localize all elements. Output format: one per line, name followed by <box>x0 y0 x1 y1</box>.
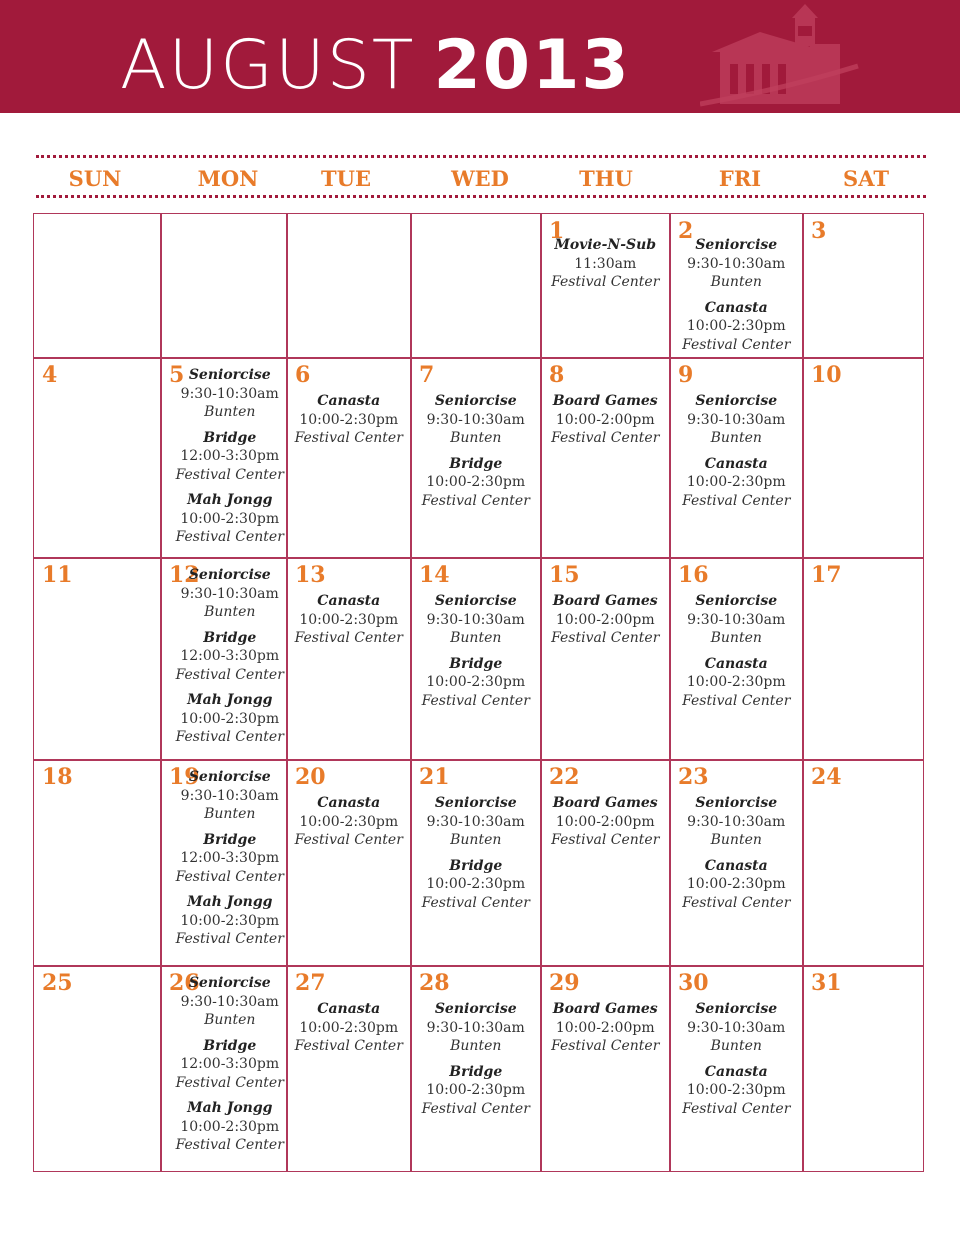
event-item <box>287 392 411 448</box>
event-list <box>411 1000 541 1125</box>
event-time: 9:30-10:30am <box>426 611 525 628</box>
event-list <box>541 592 670 655</box>
event-item <box>173 974 287 1030</box>
day-cell <box>802 357 924 559</box>
event-item <box>670 392 803 448</box>
day-number: 6 <box>295 362 311 388</box>
day-number: 4 <box>42 362 58 388</box>
event-time: 9:30-10:30am <box>687 255 786 272</box>
event-item <box>541 236 670 292</box>
day-cell <box>540 759 671 967</box>
event-time: 10:00-2:30pm <box>180 710 280 727</box>
event-time: 10:00-2:30pm <box>426 674 526 690</box>
event-time: 10:00-2:30pm <box>686 318 786 334</box>
day-cell <box>160 965 288 1172</box>
event-list <box>670 392 803 517</box>
weekday-fri: FRI <box>718 166 762 191</box>
event-name: Board Games <box>552 393 658 409</box>
day-cell <box>286 213 412 359</box>
day-number: 7 <box>419 362 435 388</box>
event-time: 10:00-2:30pm <box>180 1118 280 1135</box>
weekday-mon: MON <box>197 166 259 191</box>
event-list <box>287 794 411 857</box>
day-cell <box>540 557 671 761</box>
event-time: 12:00-3:30pm <box>180 1056 280 1072</box>
event-item <box>411 655 541 711</box>
day-cell <box>802 759 924 967</box>
day-cell <box>33 557 162 761</box>
event-name: Canasta <box>704 857 768 874</box>
event-location: Festival Center <box>294 1038 403 1054</box>
event-location: Bunten <box>204 806 256 822</box>
event-location: Festival Center <box>551 630 660 646</box>
event-name: Movie-N-Sub <box>554 237 657 253</box>
event-time: 10:00-2:30pm <box>299 813 399 830</box>
event-location: Bunten <box>710 274 762 290</box>
event-name: Mah Jongg <box>187 692 273 708</box>
event-location: Festival Center <box>682 1100 791 1117</box>
divider-bottom <box>36 195 926 198</box>
event-list <box>541 392 670 455</box>
event-list <box>670 592 803 717</box>
event-item <box>541 592 670 648</box>
event-name: Bridge <box>449 1063 503 1080</box>
day-number: 13 <box>295 562 326 588</box>
event-item <box>173 566 287 622</box>
event-location: Bunten <box>710 1038 762 1054</box>
event-name: Seniorcise <box>434 593 517 609</box>
event-time: 9:30-10:30am <box>687 1019 786 1036</box>
event-name: Board Games <box>552 1001 658 1017</box>
day-number: 22 <box>549 764 580 790</box>
event-time: 10:00-2:30pm <box>686 876 786 892</box>
event-time: 11:30am <box>574 255 637 272</box>
day-number: 14 <box>419 562 450 588</box>
day-cell <box>669 557 804 761</box>
event-list <box>161 974 287 1162</box>
weekday-sun: SUN <box>68 166 122 191</box>
event-list <box>161 566 287 754</box>
day-number: 2 <box>678 218 694 244</box>
day-cell <box>286 357 412 559</box>
event-location: Festival Center <box>175 666 284 683</box>
event-list <box>411 392 541 517</box>
day-cell <box>286 965 412 1172</box>
event-time: 10:00-2:30pm <box>180 510 280 527</box>
event-time: 9:30-10:30am <box>687 813 786 830</box>
day-number: 26 <box>169 970 200 996</box>
event-location: Festival Center <box>682 492 791 509</box>
day-cell <box>802 965 924 1172</box>
day-cell <box>802 557 924 761</box>
event-item <box>670 1000 803 1056</box>
event-item <box>411 455 541 511</box>
event-item <box>173 831 287 887</box>
event-item <box>411 1000 541 1056</box>
event-list <box>541 794 670 857</box>
day-cell <box>540 213 671 359</box>
event-location: Bunten <box>450 832 502 848</box>
event-time: 10:00-2:00pm <box>555 611 655 628</box>
event-location: Festival Center <box>175 529 284 545</box>
event-name: Seniorcise <box>695 237 778 253</box>
event-time: 9:30-10:30am <box>687 611 786 628</box>
event-location: Festival Center <box>294 630 403 646</box>
day-cell <box>410 357 542 559</box>
weekday-thu: THU <box>579 166 633 191</box>
event-time: 10:00-2:00pm <box>555 1019 655 1036</box>
divider-top <box>36 155 926 158</box>
day-cell <box>33 213 162 359</box>
event-item <box>287 592 411 648</box>
year-label: 2013 <box>433 26 631 105</box>
event-item <box>670 592 803 648</box>
event-location: Festival Center <box>551 430 660 446</box>
event-name: Canasta <box>317 795 381 811</box>
day-cell <box>160 557 288 761</box>
event-time: 9:30-10:30am <box>180 585 279 602</box>
event-time: 10:00-2:30pm <box>299 1019 399 1036</box>
event-time: 9:30-10:30am <box>426 411 525 428</box>
event-item <box>173 1099 287 1155</box>
day-number: 18 <box>42 764 73 790</box>
event-time: 10:00-2:00pm <box>555 813 655 830</box>
day-cell <box>540 357 671 559</box>
event-name: Bridge <box>203 1037 257 1054</box>
event-list <box>161 768 287 956</box>
event-time: 10:00-2:30pm <box>426 876 526 892</box>
event-location: Festival Center <box>682 692 791 709</box>
event-time: 10:00-2:30pm <box>299 611 399 628</box>
event-item <box>670 455 803 511</box>
event-item <box>670 655 803 711</box>
event-name: Seniorcise <box>434 393 517 409</box>
day-cell <box>160 357 288 559</box>
building-logo <box>700 4 860 112</box>
event-name: Bridge <box>449 857 503 874</box>
event-list <box>670 1000 803 1125</box>
event-list <box>670 794 803 919</box>
day-number: 1 <box>549 218 565 244</box>
event-name: Seniorcise <box>695 393 778 409</box>
event-name: Board Games <box>552 593 658 609</box>
event-name: Seniorcise <box>434 1001 517 1017</box>
event-name: Mah Jongg <box>187 1100 273 1116</box>
event-item <box>173 629 287 685</box>
event-name: Seniorcise <box>188 567 271 583</box>
event-name: Seniorcise <box>695 1001 778 1017</box>
event-time: 9:30-10:30am <box>426 813 525 830</box>
event-location: Festival Center <box>175 466 284 483</box>
event-item <box>411 1063 541 1119</box>
event-location: Festival Center <box>682 336 791 353</box>
event-item <box>670 794 803 850</box>
event-location: Festival Center <box>551 832 660 848</box>
event-time: 10:00-2:30pm <box>426 1082 526 1098</box>
day-cell <box>410 965 542 1172</box>
event-name: Canasta <box>317 1001 381 1017</box>
event-item <box>173 893 287 949</box>
event-time: 12:00-3:30pm <box>180 648 280 664</box>
day-number: 19 <box>169 764 200 790</box>
day-number: 27 <box>295 970 326 996</box>
day-number: 9 <box>678 362 694 388</box>
event-location: Festival Center <box>421 894 530 911</box>
event-name: Mah Jongg <box>187 492 273 508</box>
event-item <box>670 857 803 913</box>
event-item <box>173 768 287 824</box>
event-location: Festival Center <box>421 492 530 509</box>
event-list <box>411 592 541 717</box>
event-location: Festival Center <box>294 832 403 848</box>
event-list <box>541 1000 670 1063</box>
day-cell <box>33 759 162 967</box>
day-number: 8 <box>549 362 565 388</box>
event-time: 10:00-2:30pm <box>426 474 526 490</box>
header-banner <box>0 0 960 113</box>
event-location: Bunten <box>710 430 762 446</box>
event-location: Bunten <box>450 430 502 446</box>
event-name: Canasta <box>704 455 768 472</box>
event-name: Canasta <box>704 655 768 672</box>
day-cell <box>410 759 542 967</box>
event-name: Bridge <box>203 831 257 848</box>
event-time: 10:00-2:30pm <box>299 411 399 428</box>
event-list <box>670 236 803 361</box>
day-number: 16 <box>678 562 709 588</box>
day-number: 3 <box>811 218 827 244</box>
weekday-wed: WED <box>451 166 509 191</box>
event-list <box>541 236 670 299</box>
event-list <box>287 592 411 655</box>
event-location: Festival Center <box>421 692 530 709</box>
day-number: 25 <box>42 970 73 996</box>
event-item <box>287 1000 411 1056</box>
event-name: Bridge <box>203 429 257 446</box>
event-time: 10:00-2:30pm <box>686 1082 786 1098</box>
event-list <box>411 794 541 919</box>
event-name: Bridge <box>449 655 503 672</box>
event-item <box>411 592 541 648</box>
event-time: 10:00-2:30pm <box>180 912 280 929</box>
event-name: Seniorcise <box>188 769 271 785</box>
event-list <box>161 366 287 554</box>
weekday-tue: TUE <box>321 166 371 191</box>
event-item <box>287 794 411 850</box>
day-cell <box>669 357 804 559</box>
event-location: Bunten <box>710 832 762 848</box>
event-location: Festival Center <box>551 274 660 290</box>
event-list <box>287 392 411 455</box>
event-list <box>287 1000 411 1063</box>
event-item <box>173 491 287 547</box>
day-cell <box>33 357 162 559</box>
event-item <box>541 392 670 448</box>
event-name: Seniorcise <box>695 795 778 811</box>
event-item <box>411 392 541 448</box>
event-location: Bunten <box>710 630 762 646</box>
day-number: 17 <box>811 562 842 588</box>
event-location: Festival Center <box>175 1137 284 1153</box>
day-cell <box>286 759 412 967</box>
event-item <box>173 429 287 485</box>
event-time: 12:00-3:30pm <box>180 850 280 866</box>
event-location: Bunten <box>204 1012 256 1028</box>
day-number: 28 <box>419 970 450 996</box>
event-time: 9:30-10:30am <box>180 993 279 1010</box>
event-name: Canasta <box>704 299 768 316</box>
event-location: Festival Center <box>294 430 403 446</box>
day-number: 10 <box>811 362 842 388</box>
event-item <box>541 794 670 850</box>
day-number: 30 <box>678 970 709 996</box>
month-label: AUGUST <box>120 26 416 105</box>
day-cell <box>410 557 542 761</box>
day-cell <box>669 759 804 967</box>
event-name: Bridge <box>449 455 503 472</box>
event-name: Seniorcise <box>188 367 271 383</box>
day-number: 5 <box>169 362 185 388</box>
event-item <box>670 1063 803 1119</box>
event-time: 9:30-10:30am <box>426 1019 525 1036</box>
day-cell <box>669 965 804 1172</box>
event-item <box>670 299 803 355</box>
event-time: 12:00-3:30pm <box>180 448 280 464</box>
day-number: 29 <box>549 970 580 996</box>
event-location: Festival Center <box>551 1038 660 1054</box>
day-number: 24 <box>811 764 842 790</box>
event-location: Festival Center <box>682 894 791 911</box>
event-item <box>173 691 287 747</box>
event-time: 10:00-2:30pm <box>686 674 786 690</box>
event-item <box>173 366 287 422</box>
day-cell <box>286 557 412 761</box>
event-location: Festival Center <box>175 931 284 947</box>
event-time: 9:30-10:30am <box>180 385 279 402</box>
day-number: 15 <box>549 562 580 588</box>
day-number: 31 <box>811 970 842 996</box>
event-item <box>541 1000 670 1056</box>
day-cell <box>802 213 924 359</box>
calendar-title <box>120 24 631 108</box>
event-time: 9:30-10:30am <box>687 411 786 428</box>
event-location: Bunten <box>450 630 502 646</box>
event-item <box>173 1037 287 1093</box>
event-name: Canasta <box>317 593 381 609</box>
weekday-sat: SAT <box>843 166 889 191</box>
day-number: 23 <box>678 764 709 790</box>
event-name: Seniorcise <box>695 593 778 609</box>
event-location: Festival Center <box>175 729 284 745</box>
event-name: Seniorcise <box>434 795 517 811</box>
event-name: Canasta <box>704 1063 768 1080</box>
event-location: Bunten <box>450 1038 502 1054</box>
event-location: Festival Center <box>421 1100 530 1117</box>
event-name: Seniorcise <box>188 975 271 991</box>
day-cell <box>160 759 288 967</box>
event-name: Canasta <box>317 393 381 409</box>
event-location: Bunten <box>204 604 256 620</box>
day-number: 12 <box>169 562 200 588</box>
event-item <box>411 794 541 850</box>
event-location: Bunten <box>204 404 256 420</box>
event-item <box>411 857 541 913</box>
event-location: Festival Center <box>175 1074 284 1091</box>
event-name: Board Games <box>552 795 658 811</box>
day-number: 20 <box>295 764 326 790</box>
day-cell <box>33 965 162 1172</box>
day-cell <box>160 213 288 359</box>
day-number: 21 <box>419 764 450 790</box>
event-time: 10:00-2:30pm <box>686 474 786 490</box>
event-time: 10:00-2:00pm <box>555 411 655 428</box>
event-time: 9:30-10:30am <box>180 787 279 804</box>
event-location: Festival Center <box>175 868 284 885</box>
day-cell <box>669 213 804 359</box>
day-number: 11 <box>42 562 73 588</box>
event-item <box>670 236 803 292</box>
event-name: Bridge <box>203 629 257 646</box>
day-cell <box>540 965 671 1172</box>
event-name: Mah Jongg <box>187 894 273 910</box>
day-cell <box>410 213 542 359</box>
